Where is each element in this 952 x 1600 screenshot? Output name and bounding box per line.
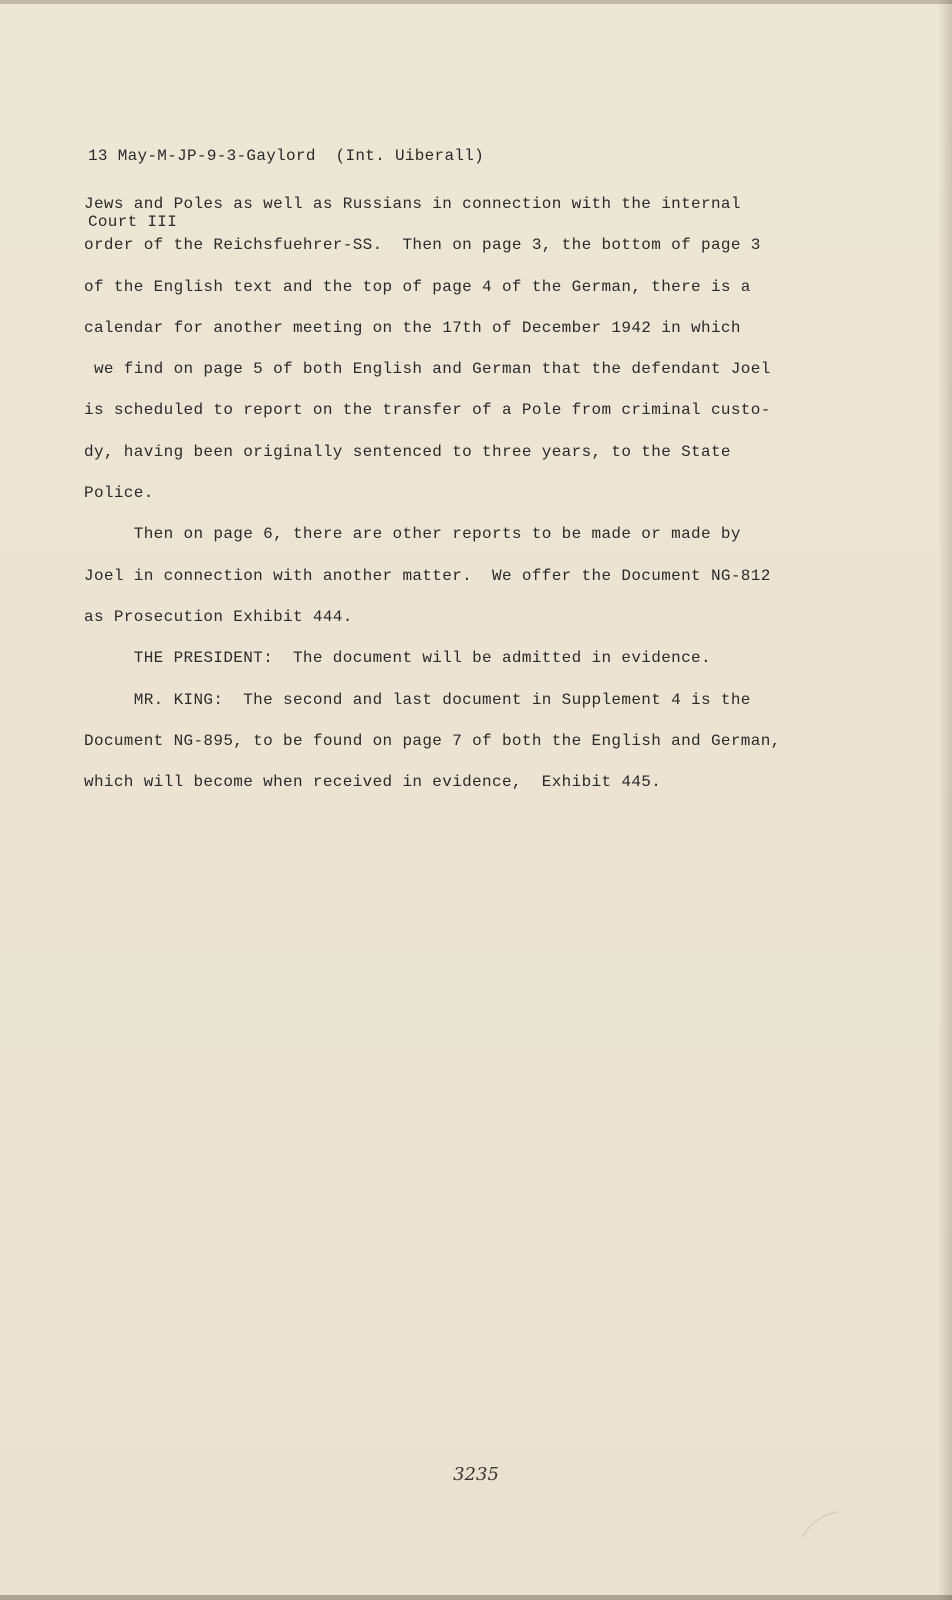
body-line: Police. bbox=[84, 484, 154, 503]
body-line: as Prosecution Exhibit 444. bbox=[84, 607, 353, 626]
body-line: which will become when received in evidence, Exhibit 445. bbox=[84, 773, 662, 792]
paper-crease-mark bbox=[800, 1510, 840, 1540]
page-right-edge bbox=[938, 0, 952, 1600]
transcript-body bbox=[84, 184, 904, 803]
body-line: order of the Reichsfuehrer-SS. Then on page 3, the bottom of page 3 bbox=[84, 236, 761, 255]
body-line: Joel in connection with another matter. We offer the Document NG-812 bbox=[84, 566, 771, 585]
body-line: Then on page 6, there are other reports to be made or made by bbox=[84, 525, 741, 544]
body-line: calendar for another meeting on the 17th of December 1942 in which bbox=[84, 318, 741, 337]
body-line: Jews and Poles as well as Russians in connection with the internal bbox=[84, 195, 741, 213]
body-line: dy, having been originally sentenced to three years, to the State bbox=[84, 442, 731, 461]
header-session-line: 13 May-M-JP-9-3-Gaylord (Int. Uiberall) bbox=[88, 147, 485, 165]
body-line: THE PRESIDENT: The document will be admitted in evidence. bbox=[84, 649, 711, 668]
body-line: MR. KING: The second and last document in Supplement 4 is the bbox=[84, 690, 751, 709]
page-number: 3235 bbox=[453, 1464, 499, 1485]
body-line: of the English text and the top of page 4 of the German, there is a bbox=[84, 277, 751, 296]
header-court-line: Court III bbox=[88, 213, 178, 231]
body-line: is scheduled to report on the transfer of a Pole from criminal custo- bbox=[84, 401, 771, 420]
page-bottom-edge bbox=[0, 1595, 952, 1600]
body-line: we find on page 5 of both English and German that the defendant Joel bbox=[84, 360, 771, 379]
page-top-edge bbox=[0, 0, 952, 4]
body-line: Document NG-895, to be found on page 7 of both the English and German, bbox=[84, 731, 781, 750]
